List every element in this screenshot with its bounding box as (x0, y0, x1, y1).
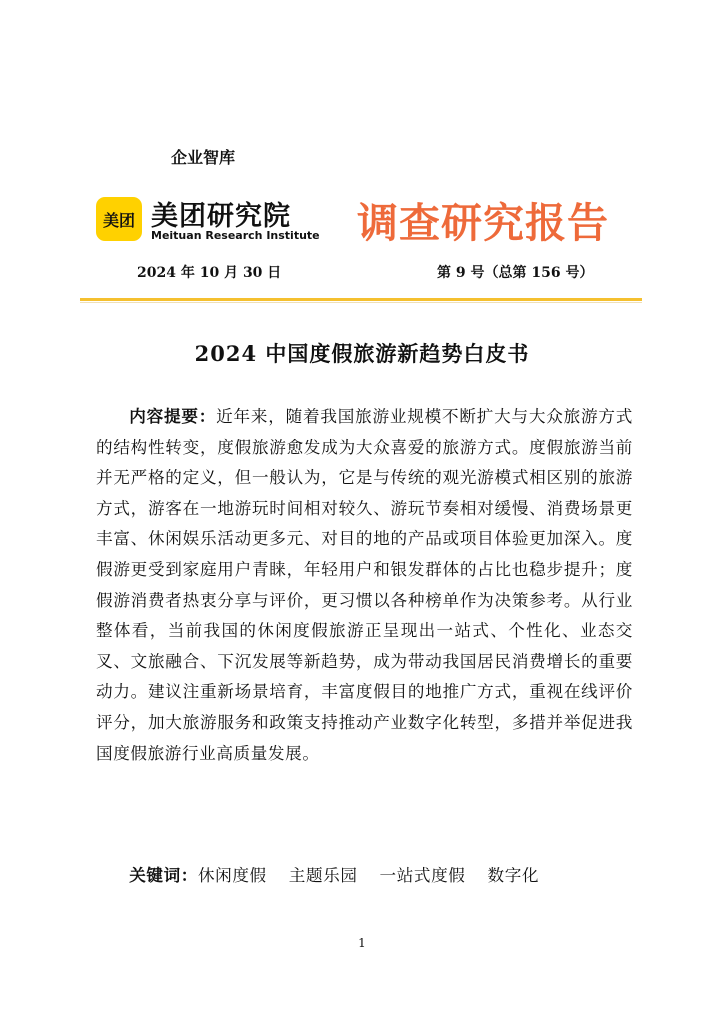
keyword: 主题乐园 (288, 866, 358, 885)
keyword: 数字化 (487, 866, 540, 885)
report-date: 2024 年 10 月 30 日 (137, 265, 282, 281)
abstract-label: 内容提要： (129, 407, 217, 426)
issue-number: 第 9 号（总第 156 号） (437, 265, 594, 281)
keyword: 一站式度假 (379, 866, 466, 885)
abstract-paragraph (96, 402, 633, 769)
keywords-label: 关键词： (129, 866, 198, 885)
keyword: 休闲度假 (197, 866, 267, 885)
header-divider-shadow (80, 302, 642, 303)
report-type-title: 调查研究报告 (357, 199, 609, 247)
think-tank-label: 企业智库 (171, 148, 236, 167)
keywords-line (96, 862, 656, 886)
logo-name-en: Meituan Research Institute (151, 229, 320, 242)
document-title: 2024 中国度假旅游新趋势白皮书 (194, 341, 530, 366)
header-divider (80, 298, 642, 301)
logo-mark: 美团 (102, 210, 135, 230)
abstract-text: 近年来，随着我国旅游业规模不断扩大与大众旅游方式的结构性转变，度假旅游愈发成为大众喜爱的旅游方式。度假旅游当前并无严格的定义，但一般认为，它是与传统的观光游模式相区别的旅游方式，游客在一地游玩时间相对较久、游玩节奏相对缓慢、消费场景更丰富、休闲娱乐活动更多元、对目的地的产品或项目体验更加深入。度假游更受到家庭用户青睐，年轻用户和银发群体的占比也稳步提升；度假游消费者热衷分享与评价，更习惯以各种榜单作为决策参考。从行业整体看，当前我国的休闲度假旅游正呈现出一站式、个性化、业态交叉、文旅融合、下沉发展等新趋势，成为带动我国居民消费增长的重要动力。建议注重新场景培育，丰富度假目的地推广方式，重视在线评价评分，加大旅游服务和政策支持推动产业数字化转型，多措并举促进我国度假旅游行业高质量发展。 (96, 407, 634, 763)
meituan-logo-icon (96, 197, 142, 241)
logo-name-cn: 美团研究院 (151, 201, 291, 232)
page-number: 1 (358, 936, 366, 950)
